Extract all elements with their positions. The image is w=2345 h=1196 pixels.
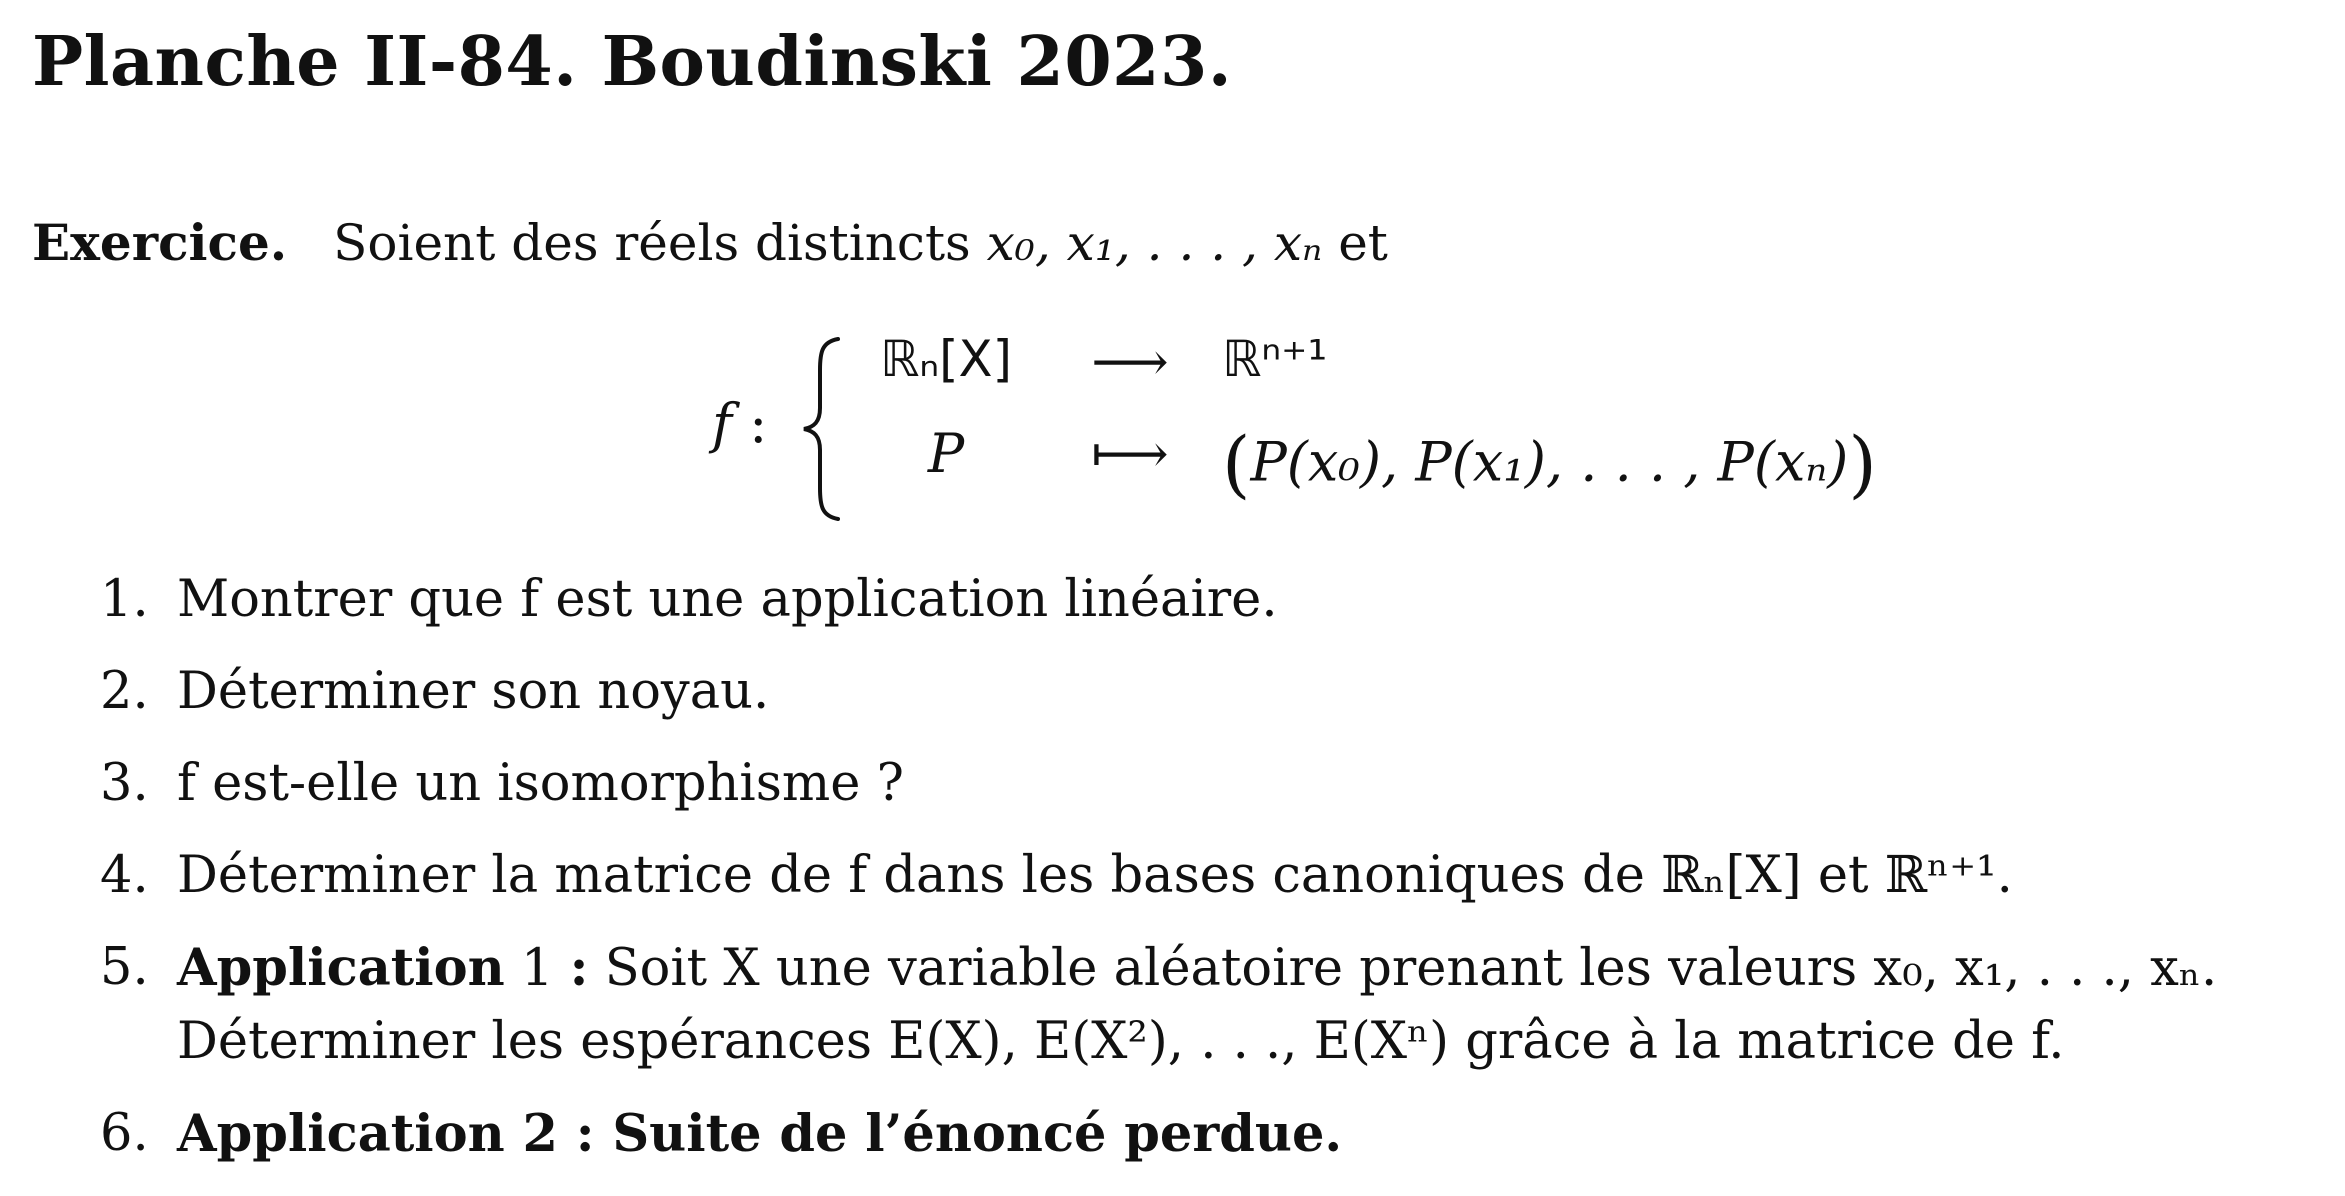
item-number: 6. [100, 1104, 149, 1163]
intro-vars: x₀, x₁, . . . , xₙ [986, 214, 1323, 272]
item-text: Application 2 : Suite de l’énoncé perdue. [177, 1104, 1343, 1164]
item-number: 3. [100, 754, 149, 813]
item-number: 4. [100, 846, 149, 905]
application-colon: : [569, 938, 589, 998]
exercise-label: Exercice. [32, 213, 288, 272]
arrow-icon: ⟶ [1091, 330, 1169, 393]
left-brace-icon [800, 336, 844, 522]
page-title: Planche II-84. Boudinski 2023. [32, 22, 1232, 102]
item-text: Déterminer son noyau. [177, 662, 770, 721]
formula-element: P [927, 422, 965, 485]
formula-image-text: P(x₀), P(x₁), . . . , P(xₙ) [1250, 430, 1849, 494]
formula-codomain: ℝⁿ⁺¹ [1222, 330, 1328, 388]
formula-image: (P(x₀), P(x₁), . . . , P(xₙ)) [1222, 422, 1877, 507]
item-number: 1. [100, 570, 149, 629]
application-number: 1 [520, 939, 554, 998]
exercise-intro [32, 213, 1388, 272]
mapsto-icon: ⟼ [1091, 422, 1169, 485]
item-text-line2: Déterminer les espérances E(X), E(X²), . . ., E(Xⁿ) grâce à la matrice de f. [177, 1012, 2065, 1071]
intro-text: Soient des réels distincts [333, 214, 971, 272]
formula-domain: ℝₙ[X] [880, 330, 1012, 388]
intro-conjunction: et [1338, 214, 1388, 272]
function-name: f [712, 392, 732, 455]
item-text: Montrer que f est une application linéaire. [177, 570, 1278, 629]
item-text-line1: Soit X une variable aléatoire prenant les valeurs x₀, x₁, . . ., xₙ. [604, 939, 2218, 998]
item-text: Déterminer la matrice de f dans les bases canoniques de ℝₙ[X] et ℝⁿ⁺¹. [177, 846, 2013, 905]
formula-lhs [712, 392, 767, 455]
formula-colon: : [749, 392, 768, 455]
item-number: 2. [100, 662, 149, 721]
item-text [177, 938, 2217, 998]
item-text: f est-elle un isomorphisme ? [177, 754, 904, 813]
display-formula [0, 330, 2345, 530]
item-number: 5. [100, 938, 149, 997]
application-label: Application [177, 938, 505, 998]
